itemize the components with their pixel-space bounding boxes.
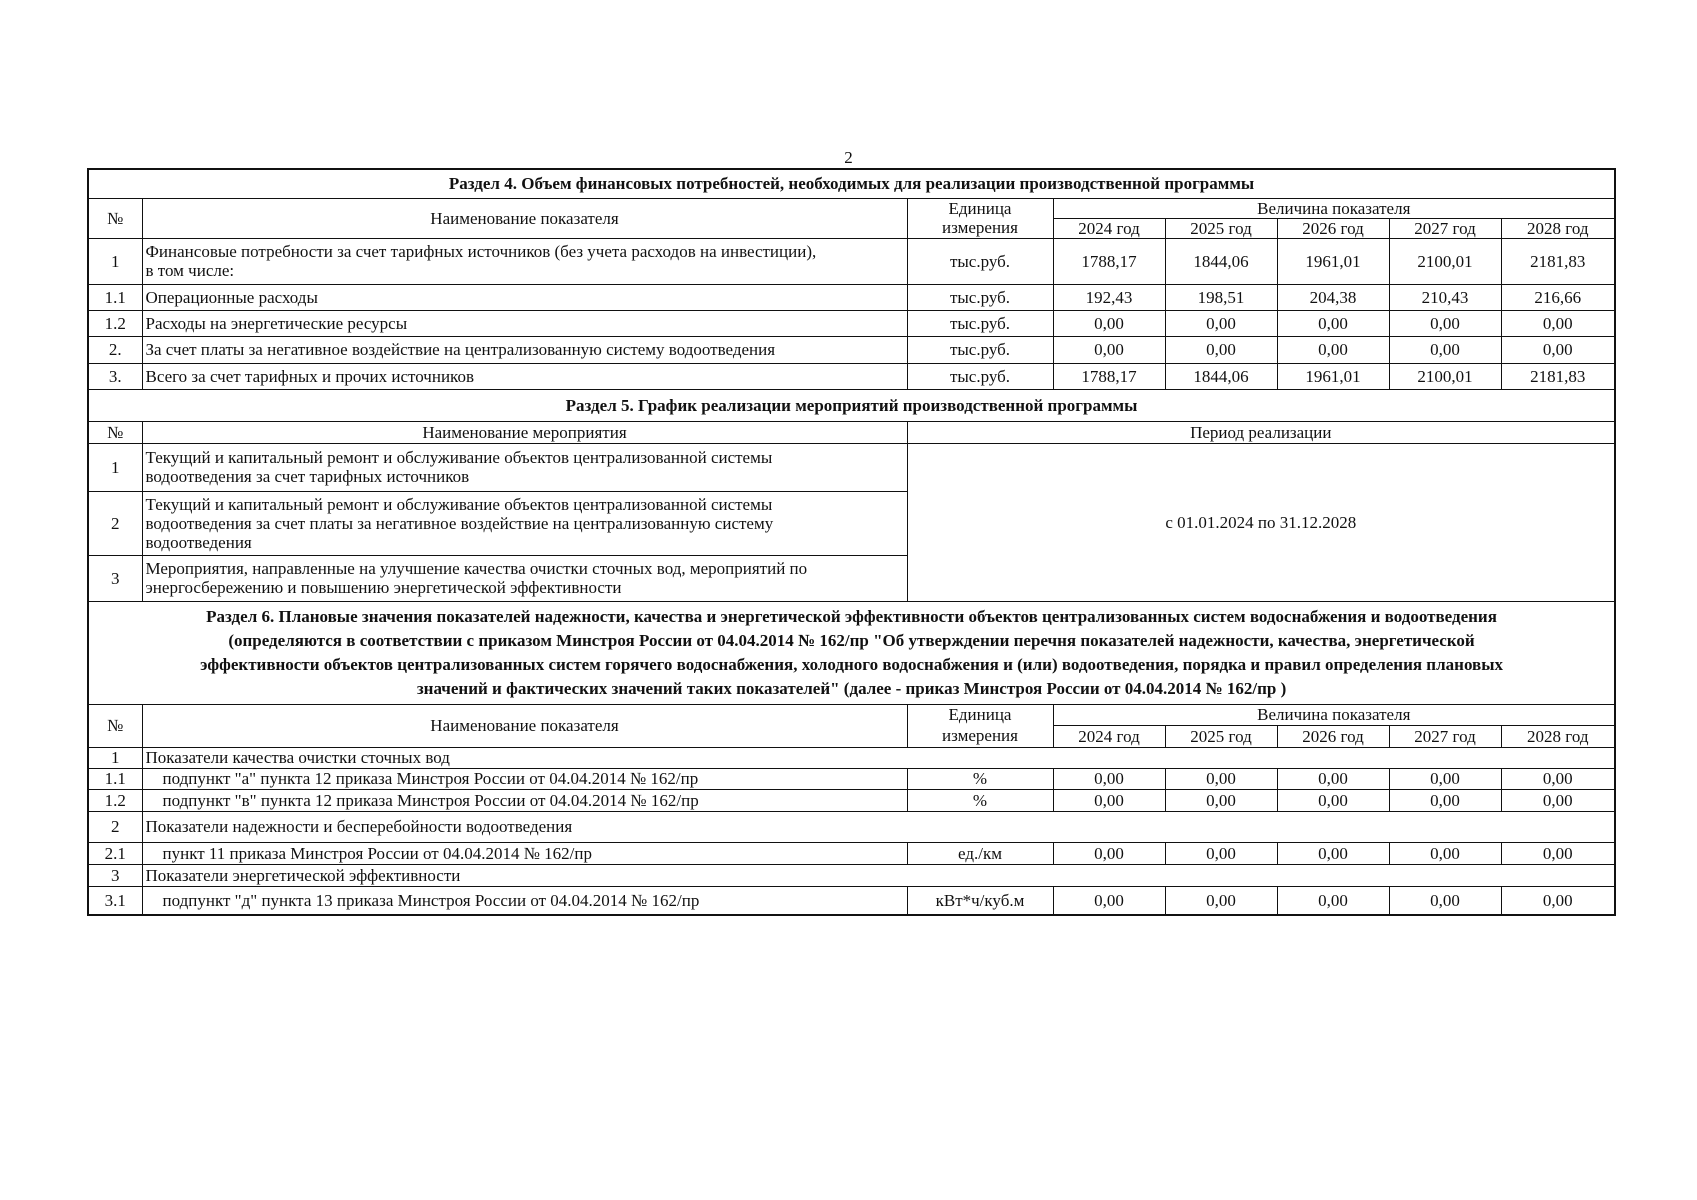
section6-title-line: (определяются в соответствии с приказом Минстроя России от 04.04.2014 № 162/пр "Об утверждении перечня показателей надежности, качества, энергетической: [228, 630, 1475, 650]
value-cell: 0,00: [1501, 789, 1615, 811]
row-name-line: водоотведения: [145, 532, 252, 552]
document-table: [87, 168, 1616, 916]
value-cell: 0,00: [1165, 886, 1277, 915]
s6-year-2024: 2024 год: [1053, 725, 1165, 747]
s4-header-value: Величина показателя: [1053, 198, 1615, 218]
value-cell: 204,38: [1277, 284, 1389, 310]
section6-title-line: эффективности объектов централизованных систем горячего водоснабжения, холодного водоснабжения и (или) водоотведения, порядка и правил определения плановых: [200, 654, 1503, 674]
row-name: [142, 555, 907, 601]
value-cell: 1961,01: [1277, 238, 1389, 284]
s6-year-2027: 2027 год: [1389, 725, 1501, 747]
section6-title-line: Раздел 6. Плановые значения показателей надежности, качества и энергетической эффективности объектов централизованных систем водоснабжения и водоотведения: [206, 606, 1497, 626]
row-unit: ед./км: [907, 842, 1053, 864]
value-cell: 1844,06: [1165, 238, 1277, 284]
row-num: 2.: [88, 336, 142, 363]
row-name: [142, 491, 907, 555]
row-unit: тыс.руб.: [907, 363, 1053, 389]
row-name: подпункт "в" пункта 12 приказа Минстроя России от 04.04.2014 № 162/пр: [142, 789, 907, 811]
row-num: 3.1: [88, 886, 142, 915]
row-name-line: Текущий и капитальный ремонт и обслуживание объектов централизованной системы: [145, 494, 773, 514]
value-cell: 0,00: [1389, 768, 1501, 789]
row-name-line: энергосбережению и повышению энергетической эффективности: [145, 578, 622, 597]
s6-header-unit-2: измерения: [907, 725, 1053, 747]
value-cell: 0,00: [1389, 789, 1501, 811]
row-unit: тыс.руб.: [907, 336, 1053, 363]
table-row: [88, 886, 1615, 915]
value-cell: 2181,83: [1501, 238, 1615, 284]
s4-year-2026: 2026 год: [1277, 218, 1389, 238]
table-row: [88, 747, 1615, 768]
s4-year-2024: 2024 год: [1053, 218, 1165, 238]
value-cell: 0,00: [1389, 336, 1501, 363]
value-cell: 0,00: [1277, 886, 1389, 915]
value-cell: 1961,01: [1277, 363, 1389, 389]
value-cell: 0,00: [1165, 310, 1277, 336]
row-name-line: водоотведения за счет платы за негативное воздействие на централизованную систему: [145, 513, 774, 533]
s5-header-period: Период реализации: [907, 421, 1615, 443]
table-row: [88, 310, 1615, 336]
s6-header-num: №: [88, 704, 142, 747]
row-name-line: Текущий и капитальный ремонт и обслуживание объектов централизованной системы: [145, 448, 773, 467]
value-cell: 1844,06: [1165, 363, 1277, 389]
row-name: подпункт "а" пункта 12 приказа Минстроя России от 04.04.2014 № 162/пр: [142, 768, 907, 789]
value-cell: 0,00: [1165, 336, 1277, 363]
group-name: Показатели энергетической эффективности: [142, 864, 1615, 886]
section4-title: Раздел 4. Объем финансовых потребностей, необходимых для реализации производственной программы: [88, 169, 1615, 198]
value-cell: 0,00: [1501, 310, 1615, 336]
row-num: 2: [88, 811, 142, 842]
row-name: Расходы на энергетические ресурсы: [142, 310, 907, 336]
value-cell: 0,00: [1501, 842, 1615, 864]
row-num: 1.2: [88, 310, 142, 336]
value-cell: 0,00: [1165, 768, 1277, 789]
row-unit: тыс.руб.: [907, 284, 1053, 310]
value-cell: 2181,83: [1501, 363, 1615, 389]
row-name: подпункт "д" пункта 13 приказа Минстроя России от 04.04.2014 № 162/пр: [142, 886, 907, 915]
row-unit: %: [907, 789, 1053, 811]
s6-year-2025: 2025 год: [1165, 725, 1277, 747]
s6-header-name: Наименование показателя: [142, 704, 907, 747]
row-unit: тыс.руб.: [907, 310, 1053, 336]
value-cell: 0,00: [1053, 768, 1165, 789]
value-cell: 0,00: [1277, 768, 1389, 789]
value-cell: 0,00: [1165, 789, 1277, 811]
value-cell: 210,43: [1389, 284, 1501, 310]
value-cell: 0,00: [1389, 310, 1501, 336]
row-unit: кВт*ч/куб.м: [907, 886, 1053, 915]
row-name: пункт 11 приказа Минстроя России от 04.04.2014 № 162/пр: [142, 842, 907, 864]
value-cell: 0,00: [1277, 310, 1389, 336]
group-name: Показатели надежности и бесперебойности водоотведения: [142, 811, 1615, 842]
row-num: 1: [88, 443, 142, 491]
value-cell: 0,00: [1053, 336, 1165, 363]
s6-header-value: Величина показателя: [1053, 704, 1615, 725]
table-row: [88, 864, 1615, 886]
row-name: Всего за счет тарифных и прочих источников: [142, 363, 907, 389]
section5-title: Раздел 5. График реализации мероприятий производственной программы: [88, 389, 1615, 421]
table-row: [88, 842, 1615, 864]
row-name: Операционные расходы: [142, 284, 907, 310]
s4-header-num: №: [88, 198, 142, 238]
table-row: [88, 789, 1615, 811]
s5-header-num: №: [88, 421, 142, 443]
row-num: 3.: [88, 363, 142, 389]
row-name-line: Мероприятия, направленные на улучшение качества очистки сточных вод, мероприятий по: [145, 559, 808, 578]
row-unit: %: [907, 768, 1053, 789]
table-row: [88, 284, 1615, 310]
section6-title: [88, 601, 1615, 704]
row-num: 1: [88, 747, 142, 768]
value-cell: 0,00: [1277, 842, 1389, 864]
row-name: За счет платы за негативное воздействие на централизованную систему водоотведения: [142, 336, 907, 363]
value-cell: 0,00: [1053, 886, 1165, 915]
table-row: [88, 238, 1615, 284]
table-row: [88, 768, 1615, 789]
row-num: 1.1: [88, 768, 142, 789]
value-cell: 0,00: [1277, 789, 1389, 811]
table-row: [88, 336, 1615, 363]
row-num: 3: [88, 864, 142, 886]
value-cell: 0,00: [1501, 886, 1615, 915]
row-name: [142, 238, 907, 284]
row-num: 1.2: [88, 789, 142, 811]
s4-header-unit: Единица: [907, 198, 1053, 218]
s6-header-unit: Единица: [907, 704, 1053, 725]
value-cell: 0,00: [1501, 768, 1615, 789]
value-cell: 0,00: [1165, 842, 1277, 864]
group-name: Показатели качества очистки сточных вод: [142, 747, 1615, 768]
value-cell: 2100,01: [1389, 363, 1501, 389]
section6-title-line: значений и фактических значений таких показателей" (далее - приказ Минстроя России от 04.04.2014 № 162/пр ): [416, 678, 1287, 698]
s5-header-name: Наименование мероприятия: [142, 421, 907, 443]
row-num: 2.1: [88, 842, 142, 864]
row-num: 2: [88, 491, 142, 555]
row-unit: тыс.руб.: [907, 238, 1053, 284]
s4-year-2025: 2025 год: [1165, 218, 1277, 238]
value-cell: 0,00: [1501, 336, 1615, 363]
row-name: [142, 443, 907, 491]
row-name-line: в том числе:: [145, 261, 235, 280]
row-num: 1: [88, 238, 142, 284]
table-row: [88, 443, 1615, 491]
s6-year-2026: 2026 год: [1277, 725, 1389, 747]
s4-year-2027: 2027 год: [1389, 218, 1501, 238]
value-cell: 0,00: [1053, 310, 1165, 336]
s6-year-2028: 2028 год: [1501, 725, 1615, 747]
table-row: [88, 811, 1615, 842]
value-cell: 0,00: [1053, 842, 1165, 864]
value-cell: 198,51: [1165, 284, 1277, 310]
value-cell: 1788,17: [1053, 238, 1165, 284]
value-cell: 1788,17: [1053, 363, 1165, 389]
value-cell: 0,00: [1277, 336, 1389, 363]
value-cell: 216,66: [1501, 284, 1615, 310]
period-value: с 01.01.2024 по 31.12.2028: [907, 443, 1615, 601]
value-cell: 192,43: [1053, 284, 1165, 310]
value-cell: 2100,01: [1389, 238, 1501, 284]
row-num: 1.1: [88, 284, 142, 310]
value-cell: 0,00: [1389, 886, 1501, 915]
table-row: [88, 363, 1615, 389]
s4-header-name: Наименование показателя: [142, 198, 907, 238]
row-num: 3: [88, 555, 142, 601]
s4-year-2028: 2028 год: [1501, 218, 1615, 238]
value-cell: 0,00: [1053, 789, 1165, 811]
row-name-line: Финансовые потребности за счет тарифных источников (без учета расходов на инвестиции),: [145, 242, 817, 261]
row-name-line: водоотведения за счет тарифных источников: [145, 467, 470, 486]
page-number: 2: [844, 148, 853, 167]
s4-header-unit-2: измерения: [907, 218, 1053, 238]
value-cell: 0,00: [1389, 842, 1501, 864]
